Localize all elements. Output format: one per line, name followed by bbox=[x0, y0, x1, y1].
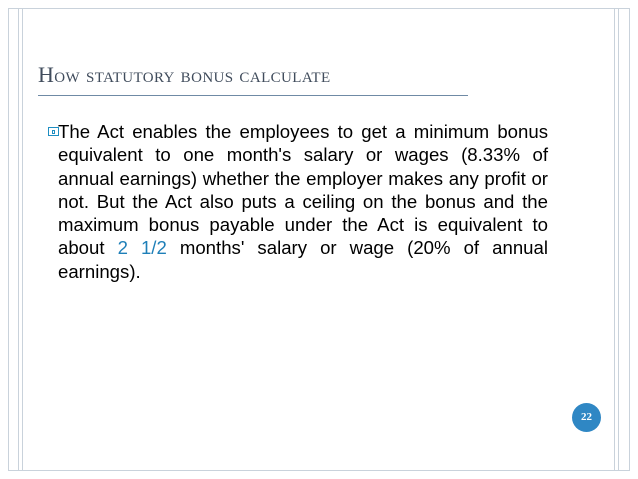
bullet-text-highlight: 2 1/2 bbox=[117, 237, 167, 259]
left-rule-inner bbox=[22, 8, 23, 471]
right-rule-outer bbox=[618, 8, 619, 471]
bullet-item bbox=[48, 120, 548, 283]
page-number-badge: 22 bbox=[572, 403, 601, 432]
square-bullet-icon bbox=[48, 127, 59, 136]
slide-title: How statutory bonus calculate bbox=[38, 62, 331, 87]
bullet-text bbox=[58, 120, 548, 283]
right-rule-inner bbox=[614, 8, 615, 471]
left-rule-outer bbox=[18, 8, 19, 471]
bullet-text-part1: The Act enables the employees to get a minimum bonus equivalent to one month's salary or wages (8.33% of annual earnings) whether the employer makes any profit or not. But the Act also puts a ceiling on the bonus and the maximum bonus payable under the Act is equivalent to about bbox=[58, 121, 548, 259]
bullet-text-part2: months' salary or wage (20% of annual earnings). bbox=[58, 237, 548, 282]
title-underline bbox=[38, 95, 468, 96]
